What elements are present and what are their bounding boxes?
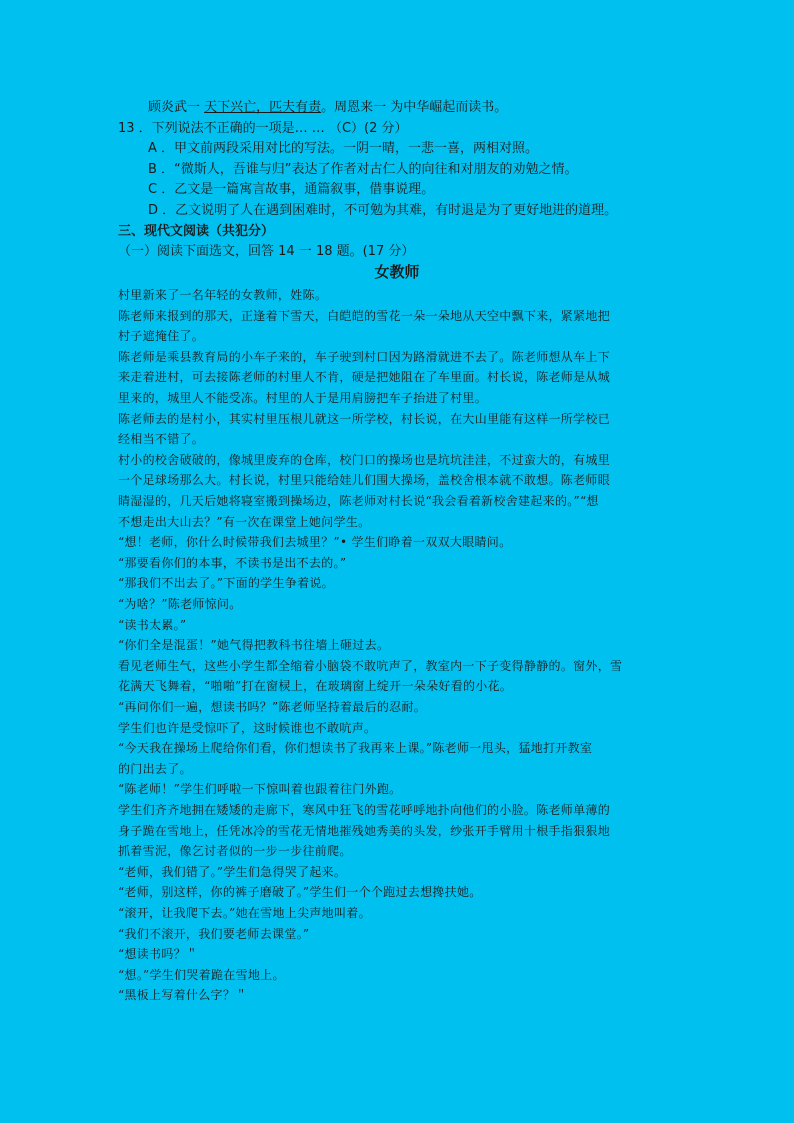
article-line: “老师，我们错了。”学生们急得哭了起来。 (118, 864, 347, 879)
article-line: 睛湿湿的，几天后她将寝室搬到操场边，陈老师对村长说“我会看着新校舍建起来的。”“想 (118, 494, 599, 508)
article-line: 村里新来了一名年轻的女教师，姓陈。 (118, 288, 328, 302)
article-line: 村子遮掩住了。 (118, 329, 205, 344)
option-d: D ．乙文说明了人在遇到困难时，不可勉为其难，有时退是为了更好地进的道理。 (148, 203, 618, 218)
quote-line-suffix: 。周恩来一 为中华崛起而读书。 (321, 100, 508, 115)
article-line: “想。”学生们哭着跪在雪地上。 (118, 967, 285, 982)
article-line: 学生们齐齐地拥在矮矮的走廊下，寒风中狂飞的雪花呼呼地扑向他们的小脸。陈老师单薄的 (118, 803, 611, 817)
article-line: 身子跪在雪地上，任凭冰冷的雪花无情地摧残她秀美的头发，纱张开手臂用十根手指狠狠地 (118, 823, 611, 838)
article-line: 陈老师是乘县教育局的小车子来的，车子驶到村口因为路滑就进不去了。陈老师想从车上下 (118, 349, 611, 364)
article-line: “滚开，让我爬下去。”她在雪地上尖声地叫着。 (118, 906, 371, 920)
article-line: “今天我在操场上爬给你们看，你们想读书了我再来上课。”陈老师一甩头，猛地打开教室 (118, 741, 593, 756)
article-line: “再问你们一遍，想读书吗？”陈老师坚持着最后的忍耐。 (118, 700, 427, 714)
article-line: 经相当不错了。 (118, 432, 205, 447)
article-line: “读书太累。” (118, 617, 187, 632)
article-line: 学生们也许是受惊吓了，这时候谁也不敢吭声。 (118, 720, 377, 735)
question-13: 13 ．下列说法不正确的一项是… … （C）(2 分） (118, 121, 408, 136)
underlined-quote: 天下兴亡，匹夫有责 (204, 100, 322, 115)
subsection-heading: （一）阅读下面选文，回答 14 一 18 题。(17 分） (118, 244, 415, 259)
article-line: “想读书吗？＂ (118, 947, 199, 962)
quote-line-prefix: 顾炎武一 (148, 100, 201, 115)
option-b: B ．“微斯人，吾谁与归”表达了作者对古仁人的向往和对朋友的劝勉之情。 (148, 162, 578, 177)
article-line: 一个足球场那么大。村长说，村里只能给娃儿们围大操场，盖校舍根本就不敢想。陈老师眼 (118, 473, 611, 488)
section-heading: 三、现代文阅读（共犯分） (118, 224, 275, 239)
article-line: “那我们不出去了。”下面的学生争着说。 (118, 576, 334, 591)
article-line: “你们全是混蛋！”她气得把教科书往墙上砸过去。 (118, 638, 390, 653)
article-line: 里来的，城里人不能受冻。村里的人于是用肩膀把车子抬进了村里。 (118, 391, 488, 405)
article-line: “陈老师！”学生们呼啦一下惊叫着也跟着往门外跑。 (118, 782, 402, 797)
article-line: 看见老师生气，这些小学生都全缩着小脑袋不敢吭声了，教室内一下子变得静静的。窗外，雪 (118, 658, 623, 673)
article-line: 花满天飞舞着，“啪啪”打在窗棂上，在玻璃窗上绽开一朵朵好看的小花。 (118, 679, 513, 694)
article-line: 陈老师去的是村小，其实村里压根儿就这一所学校，村长说，在大山里能有这样一所学校已 (118, 411, 611, 426)
article-line: 陈老师来报到的那天，正逢着下雪天，白皑皑的雪花一朵一朵地从天空中飘下来，紧紧地把 (118, 308, 611, 323)
option-a: A ．甲文前两段采用对比的写法。一阴一晴，一悲一喜，两相对照。 (148, 141, 539, 156)
article-line: 来走着进村，可去接陈老师的村里人不肯，硬是把她阻在了车里面。村长说，陈老师是从城 (118, 370, 611, 385)
article-line: “我们不滚开，我们要老师去课堂。” (118, 926, 310, 941)
article-line: “老师，别这样，你的裤子磨破了。”学生们一个个跑过去想搀扶她。 (118, 885, 482, 900)
article-line: “黑板上写着什么字？＂ (118, 988, 248, 1003)
article-line: 的门出去了。 (118, 761, 192, 776)
article-line: 不想走出大山去？”有一次在课堂上她问学生。 (118, 514, 371, 529)
article-line: 抓着雪泥，像乞讨者似的一步一步往前爬。 (118, 844, 352, 859)
option-c: C ．乙文是一篇寓言故事，通篇叙事，借事说理。 (148, 182, 435, 197)
article-title: 女教师 (374, 263, 420, 281)
quote-line (148, 98, 708, 118)
article-line: “为啥？”陈老师惊问。 (118, 597, 242, 611)
article-line: 村小的校舍破破的，像城里废弃的仓库，校门口的操场也是坑坑洼洼，不过蛮大的，有城里 (118, 452, 611, 467)
article-line: “想！老师，你什么时候带我们去城里？”• 学生们睁着一双双大眼睛问。 (118, 535, 512, 550)
article-line: “那要看你们的本事，不读书是出不去的。” (118, 555, 347, 570)
